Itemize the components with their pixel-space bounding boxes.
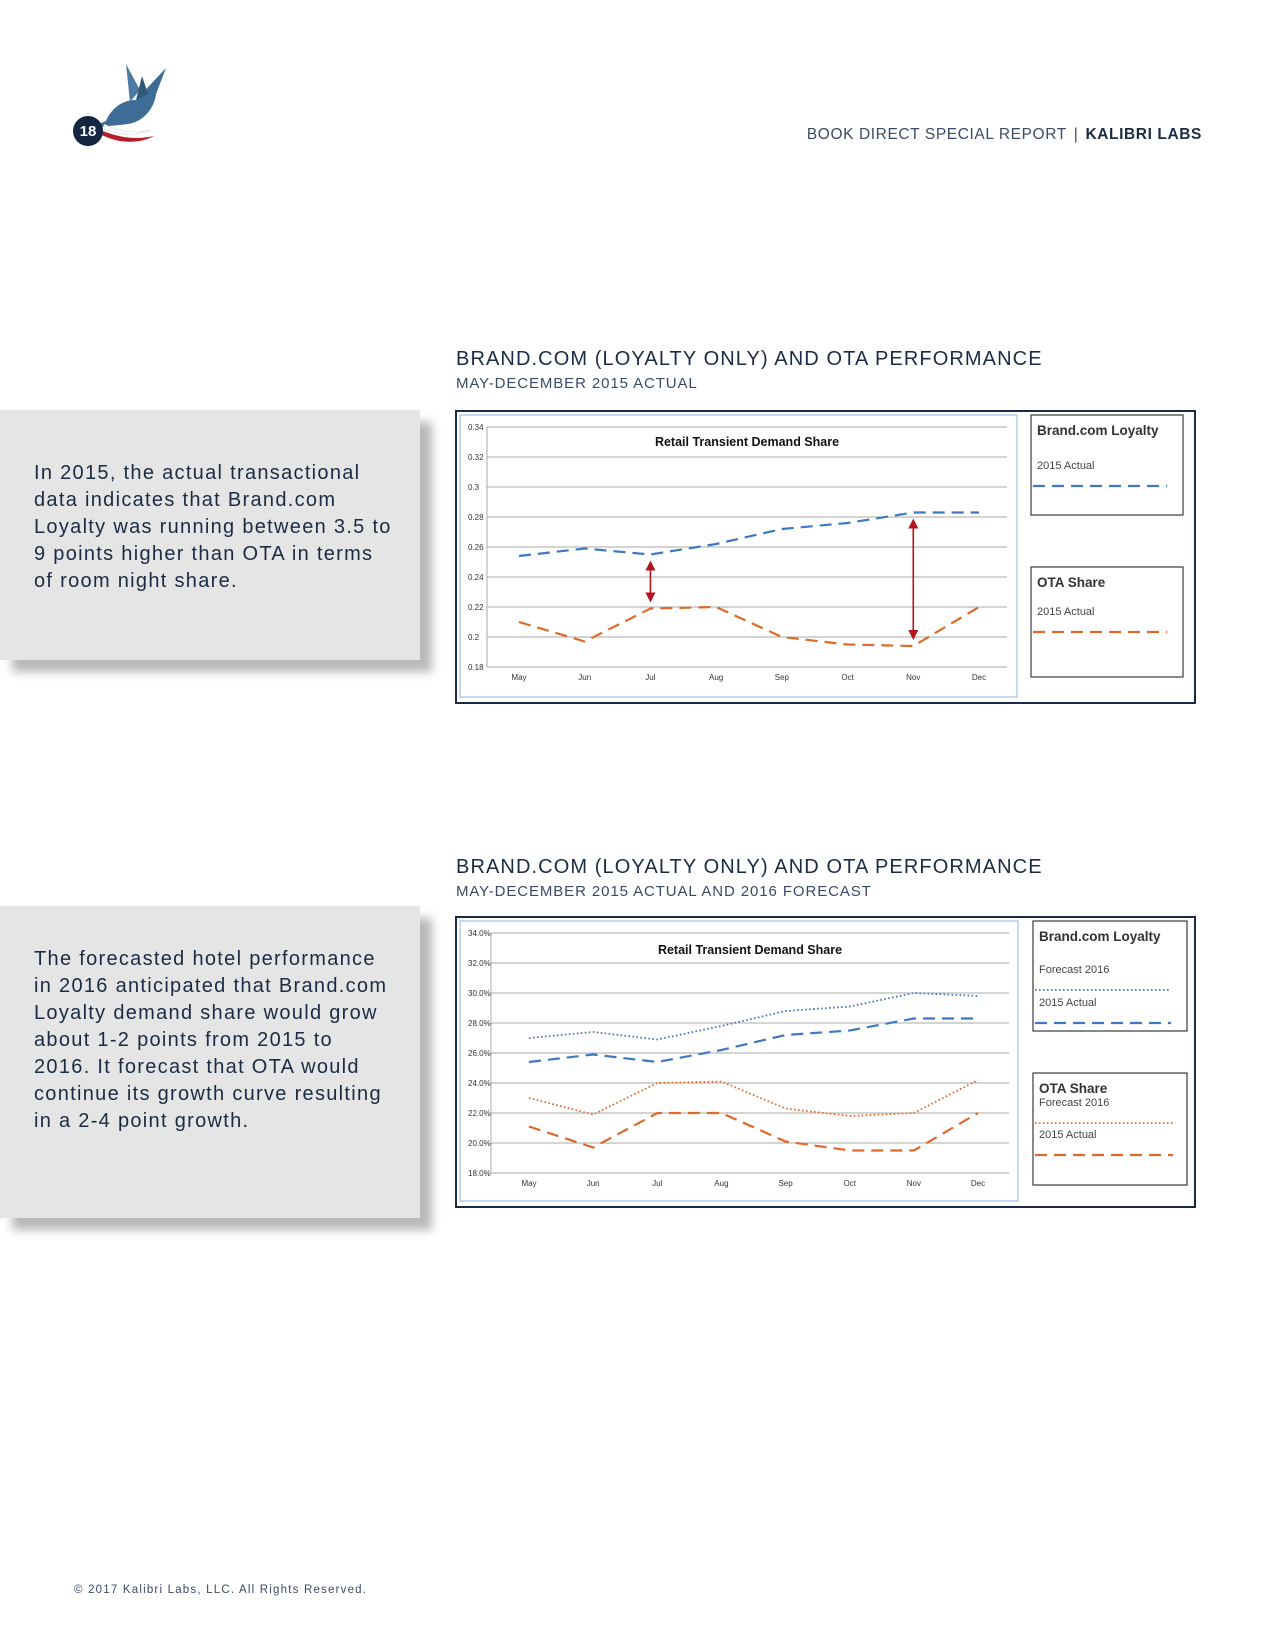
section-1-callout-text: In 2015, the actual transactional data indicates that Brand.com Loyalty was running between 3.5 to 9 points higher than OTA in terms of room night share. xyxy=(34,462,392,592)
chart-2 xyxy=(457,918,1194,1206)
x-tick-label: Jul xyxy=(645,673,656,682)
y-tick-label: 18.0% xyxy=(468,1169,491,1178)
section-1-subtitle: MAY-DECEMBER 2015 ACTUAL xyxy=(456,375,698,392)
legend-heading: OTA Share xyxy=(1037,575,1106,590)
y-tick-label: 0.22 xyxy=(468,603,484,612)
legend-item-label: 2015 Actual xyxy=(1039,997,1097,1009)
legend-item-label: 2015 Actual xyxy=(1037,460,1095,472)
x-tick-label: Oct xyxy=(843,1179,856,1188)
x-tick-label: Dec xyxy=(970,1179,986,1188)
x-tick-label: Jul xyxy=(652,1179,663,1188)
y-tick-label: 0.24 xyxy=(468,573,484,582)
legend-heading: Brand.com Loyalty xyxy=(1037,423,1159,438)
legend-item-label: 2015 Actual xyxy=(1037,606,1095,618)
x-tick-label: Aug xyxy=(714,1179,729,1188)
section-2-title: BRAND.COM (LOYALTY ONLY) AND OTA PERFORMANCE xyxy=(456,856,1043,878)
x-tick-label: Jun xyxy=(586,1179,600,1188)
y-tick-label: 22.0% xyxy=(468,1109,491,1118)
y-tick-label: 0.18 xyxy=(468,663,484,672)
x-tick-label: Nov xyxy=(906,1179,921,1188)
x-tick-label: Jun xyxy=(578,673,592,682)
y-tick-label: 34.0% xyxy=(468,929,491,938)
chart-title: Retail Transient Demand Share xyxy=(654,435,840,449)
section-2-callout-text: The forecasted hotel performance in 2016 anticipated that Brand.com Loyalty demand share would grow about 1-2 points from 2015 to 2016. It forecast that OTA would continue its growth curve resulting in a 2-4 point growth. xyxy=(34,948,388,1132)
x-tick-label: May xyxy=(511,673,527,682)
copyright-footer: © 2017 Kalibri Labs, LLC. All Rights Reserved. xyxy=(74,1584,368,1596)
x-tick-label: May xyxy=(521,1179,537,1188)
chart-1 xyxy=(457,412,1194,702)
y-tick-label: 0.34 xyxy=(468,423,484,432)
page-number-badge: 18 xyxy=(73,116,103,146)
legend-item-label: Forecast 2016 xyxy=(1039,1097,1110,1109)
report-header xyxy=(807,126,1202,144)
header-separator: | xyxy=(1073,126,1079,143)
legend-item-label: 2015 Actual xyxy=(1039,1129,1097,1141)
chart-1-frame xyxy=(455,410,1196,704)
y-tick-label: 0.2 xyxy=(468,633,480,642)
chart-title: Retail Transient Demand Share xyxy=(657,943,843,957)
y-tick-label: 24.0% xyxy=(468,1079,491,1088)
section-2-subtitle: MAY-DECEMBER 2015 ACTUAL AND 2016 FORECAST xyxy=(456,883,872,900)
brand-name: KALIBRI LABS xyxy=(1085,126,1202,143)
x-tick-label: Sep xyxy=(774,673,789,682)
section-2-callout xyxy=(0,906,420,1218)
y-tick-label: 32.0% xyxy=(468,959,491,968)
section-1-callout xyxy=(0,410,420,660)
legend-heading: OTA Share xyxy=(1039,1081,1108,1096)
x-tick-label: Nov xyxy=(906,673,921,682)
y-tick-label: 0.28 xyxy=(468,513,484,522)
legend-heading: Brand.com Loyalty xyxy=(1039,929,1161,944)
y-tick-label: 30.0% xyxy=(468,989,491,998)
y-tick-label: 26.0% xyxy=(468,1049,491,1058)
y-tick-label: 28.0% xyxy=(468,1019,491,1028)
report-title: BOOK DIRECT SPECIAL REPORT xyxy=(806,126,1067,143)
x-tick-label: Oct xyxy=(841,673,854,682)
x-tick-label: Sep xyxy=(778,1179,793,1188)
y-tick-label: 0.32 xyxy=(468,453,484,462)
y-tick-label: 20.0% xyxy=(468,1139,491,1148)
y-tick-label: 0.26 xyxy=(468,543,484,552)
x-tick-label: Aug xyxy=(709,673,724,682)
section-1-title: BRAND.COM (LOYALTY ONLY) AND OTA PERFORMANCE xyxy=(456,348,1043,370)
chart-2-frame xyxy=(455,916,1196,1208)
y-tick-label: 0.3 xyxy=(468,483,480,492)
legend-item-label: Forecast 2016 xyxy=(1039,964,1110,976)
x-tick-label: Dec xyxy=(971,673,987,682)
